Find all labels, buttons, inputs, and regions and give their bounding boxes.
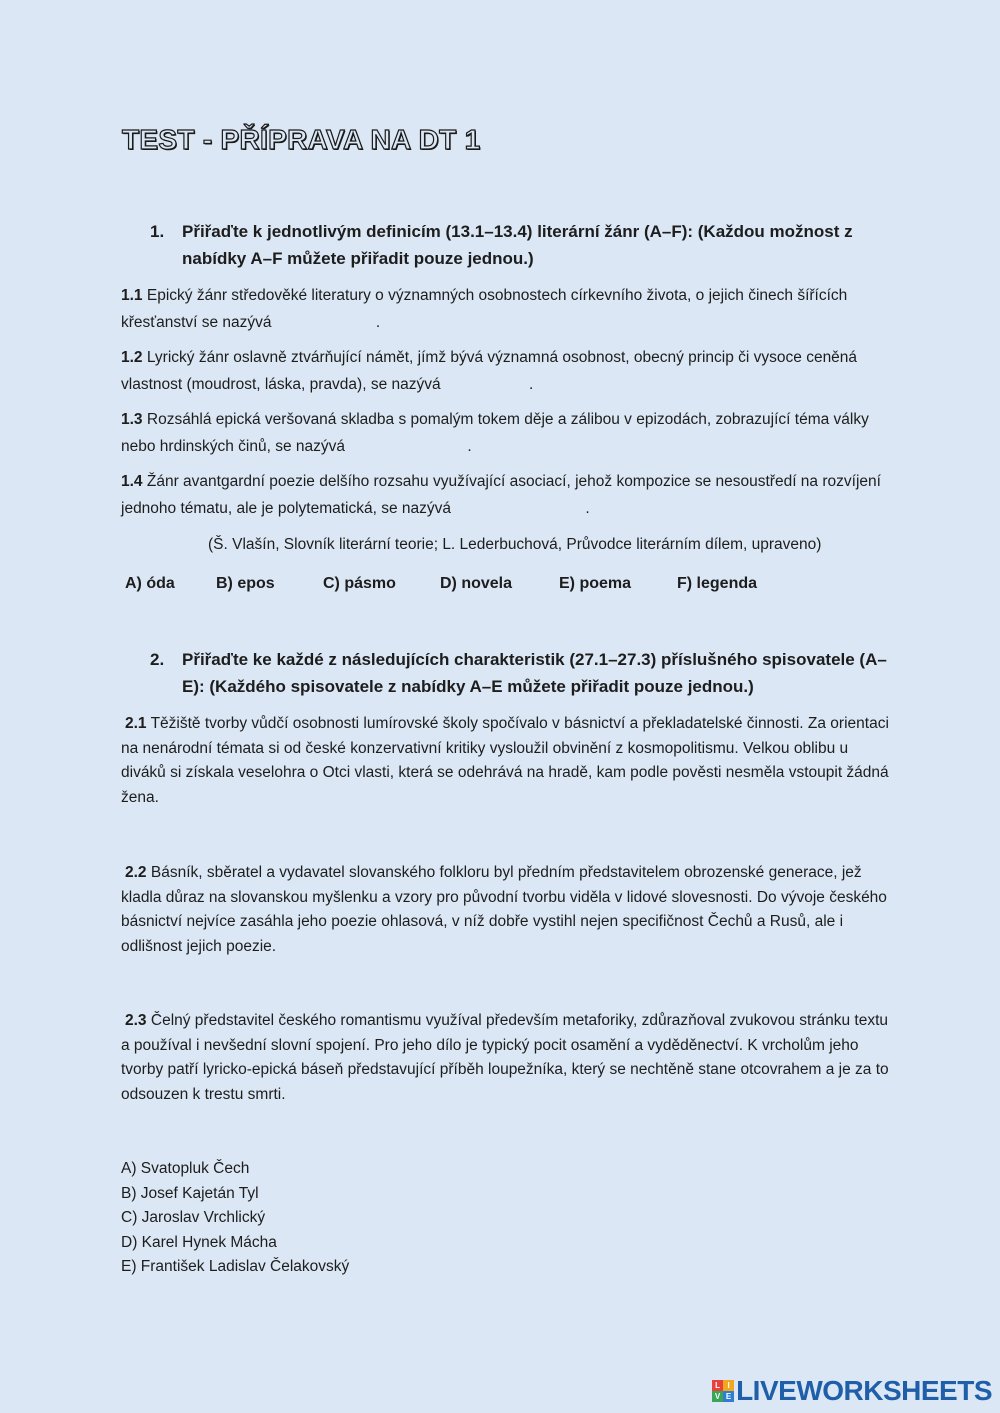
- question-2-text: Přiřaďte ke každé z následujících charakteristik (27.1–27.3) příslušného spisovatele (A–E): (Každého spisovatele z nabídky A–E můžete přiřadit pouze jednou.): [182, 650, 887, 696]
- item-2-1-text: Těžiště tvorby vůdčí osobnosti lumírovské školy spočívalo v básnictví a překladatelské činnosti. Za orientaci na nenárodní témata si od české konzervativní kritiky vysloužil obvinění z kosmopolitismu. Velkou oblibu u diváků si získala veselohra o Otci vlasti, která se odehrává na hradě, kam podle pověsti nesměla vstoupit žádná žena.: [121, 715, 889, 806]
- answer-blank-1-1[interactable]: [276, 309, 376, 327]
- item-1-2-text: Lyrický žánr oslavně ztvárňující námět, jímž bývá významná osobnost, obecný princip či vysoce ceněná vlastnost (moudrost, láska, pravda), se nazývá: [121, 349, 858, 393]
- item-2-1-id: 2.1: [125, 715, 147, 732]
- author-option-e: E) František Ladislav Čelakovský: [121, 1258, 350, 1275]
- option-c: C) pásmo: [323, 575, 396, 592]
- option-f: F) legenda: [677, 575, 758, 592]
- question-2-heading: [150, 646, 895, 700]
- answer-blank-1-3[interactable]: [349, 433, 467, 451]
- option-d: D) novela: [440, 575, 513, 592]
- item-1-4-id: 1.4: [121, 473, 143, 490]
- question-1-number: 1.: [150, 222, 165, 241]
- item-1-1-id: 1.1: [121, 287, 143, 304]
- author-option-d: D) Karel Hynek Mácha: [121, 1233, 277, 1251]
- page-title: TEST - PŘÍPRAVA NA DT 1: [122, 124, 481, 155]
- item-1-3-period: .: [467, 437, 472, 455]
- answer-blank-1-2[interactable]: [445, 371, 529, 389]
- item-1-4-text: Žánr avantgardní poezie delšího rozsahu využívající asociací, jehož kompozice se nesoustředí na rozvíjení jednoho tématu, ale je polytematická, se nazývá: [121, 473, 881, 517]
- source-citation: (Š. Vlašín, Slovník literární teorie; L. Lederbuchová, Průvodce literárním dílem, upraveno): [208, 536, 822, 553]
- item-1-3-text: Rozsáhlá epická veršovaná skladba s pomalým tokem děje a zálibou v epizodách, zobrazující téma války nebo hrdinských činů, se nazývá: [121, 411, 869, 455]
- item-1-3: [121, 408, 891, 459]
- author-option-c: C) Jaroslav Vrchlický: [121, 1209, 266, 1226]
- item-1-1: [121, 284, 891, 335]
- item-2-2-text: Básník, sběratel a vydavatel slovanského folkloru byl předním představitelem obrozenské generace, jež kladla důraz na slovanskou myšlenku a vzory pro původní tvorbu viděla v lidové slovesnosti. Do vývoje českého básnictví nejvíce zasáhla jeho poezie ohlasová, v níž dobře vystihl nejen specifičnost Čechů a Rusů, ale i odlišnost jejich poezie.: [121, 864, 887, 955]
- item-1-3-id: 1.3: [121, 411, 143, 428]
- item-1-2-id: 1.2: [121, 349, 143, 366]
- option-e: E) poema: [559, 575, 632, 592]
- genre-options: [0, 571, 1000, 597]
- item-2-1: [121, 712, 891, 810]
- question-2-number: 2.: [150, 650, 165, 669]
- item-1-1-period: .: [375, 313, 381, 331]
- item-2-2: [121, 861, 891, 959]
- logo-mark-icon: L I V E: [712, 1380, 734, 1402]
- author-option-b: B) Josef Kajetán Tyl: [121, 1184, 259, 1202]
- item-1-2-period: .: [528, 375, 534, 393]
- item-1-4-period: .: [585, 499, 590, 517]
- item-1-1-text: Epický žánr středověké literatury o významných osobnostech církevního života, o jejich činech šířících křesťanství se nazývá: [121, 287, 848, 331]
- author-options: [121, 1157, 349, 1280]
- item-2-3-id: 2.3: [125, 1012, 147, 1029]
- option-b: B) epos: [216, 575, 275, 592]
- logo-text: LIVEWORKSHEETS: [736, 1375, 992, 1406]
- question-1-text: Přiřaďte k jednotlivým definicím (13.1–13.4) literární žánr (A–F): (Každou možnost z nabídky A–F můžete přiřadit pouze jednou.): [182, 222, 853, 268]
- item-2-3: [121, 1009, 891, 1107]
- author-option-a: A) Svatopluk Čech: [121, 1160, 250, 1177]
- option-a: A) óda: [125, 575, 175, 592]
- answer-blank-1-4[interactable]: [455, 495, 585, 513]
- item-1-2: [121, 346, 891, 397]
- item-2-2-id: 2.2: [125, 864, 147, 881]
- liveworksheets-logo: [712, 1375, 992, 1407]
- item-1-4: [121, 470, 891, 521]
- question-1-heading: [150, 218, 895, 272]
- item-2-3-text: Čelný představitel českého romantismu využíval především metaforiky, zdůrazňoval zvukovou stránku textu a používal i nevšední slovní spojení. Pro jeho dílo je typický pocit osamění a vyděděnectví. K vrcholům jeho tvorby patří lyricko-epická báseň představující příběh loupežníka, který se nechtěně stane otcovrahem a je za to odsouzen k trestu smrti.: [121, 1012, 889, 1103]
